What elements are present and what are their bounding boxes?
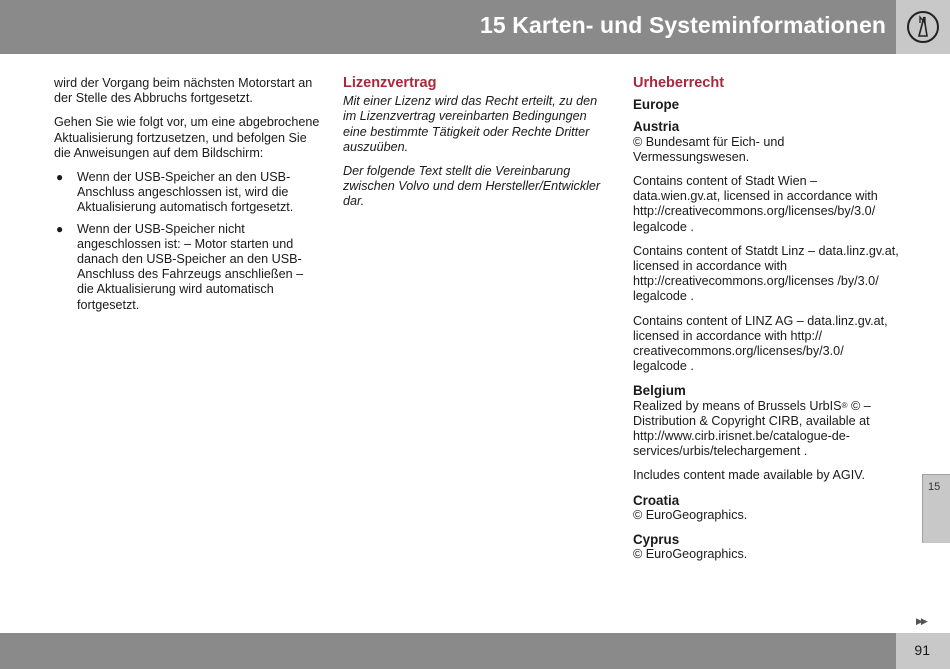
list-item bbox=[54, 222, 322, 313]
country-name: Cyprus bbox=[633, 532, 680, 548]
column-left bbox=[54, 76, 322, 319]
paragraph: wird der Vorgang beim nächsten Motorstart an der Stelle des Abbruchs fortgesetzt. bbox=[54, 76, 313, 106]
bullet-list bbox=[54, 170, 322, 313]
country-name: Croatia bbox=[633, 492, 680, 508]
list-item bbox=[54, 170, 322, 216]
chapter-number: 15 bbox=[928, 481, 941, 493]
page-number-box bbox=[896, 633, 950, 669]
paragraph: Contains content of Statdt Linz – data.linz.gv.at, licensed in accordance with http://creativecommons.org/licenses /by/3.0/ legalcode . bbox=[633, 243, 899, 304]
bullet-icon: ● bbox=[56, 221, 64, 236]
double-arrow-right-icon[interactable]: ▶▶ bbox=[916, 616, 926, 626]
section-heading: Lizenzvertrag bbox=[343, 75, 437, 91]
paragraph: © EuroGeographics. bbox=[633, 547, 748, 562]
paragraph: © Bundesamt für Eich- und Vermessungswesen. bbox=[633, 134, 785, 164]
paragraph: © EuroGeographics. bbox=[633, 507, 748, 522]
paragraph bbox=[633, 399, 901, 460]
list-item-text: Wenn der USB-Speicher an den USB-Anschluss angeschlossen ist, wird die Aktualisierung automatisch fortgesetzt. bbox=[77, 170, 294, 215]
paragraph: Contains content of Stadt Wien – data.wien.gv.at, licensed in accordance with http://creativecommons.org/licenses/by/3.0/ legalcode . bbox=[633, 174, 878, 234]
text-fragment: © – Distribution & Copyright CIRB, available at http://www.cirb.irisnet.be/catalogue-de-services/urbis/telechargement . bbox=[633, 398, 871, 459]
country-belgium bbox=[633, 383, 901, 483]
country-name: Belgium bbox=[633, 383, 686, 399]
page-number: 91 bbox=[914, 642, 930, 658]
text-fragment: Realized by means of Brussels UrbIS bbox=[633, 398, 842, 413]
country-austria bbox=[633, 119, 901, 374]
column-middle bbox=[343, 76, 608, 219]
paragraph: Includes content made available by AGIV. bbox=[633, 468, 865, 483]
column-right bbox=[633, 76, 901, 571]
country-cyprus bbox=[633, 532, 901, 562]
paragraph: Mit einer Lizenz wird das Recht erteilt, zu den im Lizenzvertrag vereinbarten Bedingungen eine bestimmte Tätigkeit oder Rechte Dritter auszuüben. bbox=[343, 94, 598, 154]
header-icon-box bbox=[896, 0, 950, 54]
paragraph: Der folgende Text stellt die Vereinbarung zwischen Volvo und dem Hersteller/Entwickler dar. bbox=[343, 164, 601, 209]
paragraph: Contains content of LINZ AG – data.linz.gv.at, licensed in accordance with http:// creativecommons.org/licenses/by/3.0/ legalcode . bbox=[633, 313, 888, 374]
page-header bbox=[0, 0, 896, 54]
region-heading: Europe bbox=[633, 97, 680, 113]
bullet-icon: ● bbox=[56, 170, 64, 185]
section-heading: Urheberrecht bbox=[633, 75, 725, 91]
country-croatia bbox=[633, 493, 901, 523]
paragraph: Gehen Sie wie folgt vor, um eine abgebrochene Aktualisierung fortzusetzen, und befolgen Sie die Anweisungen auf dem Bildschirm: bbox=[54, 115, 320, 160]
chapter-side-tab[interactable] bbox=[922, 474, 950, 543]
country-name: Austria bbox=[633, 119, 680, 135]
registered-mark: ® bbox=[841, 400, 848, 410]
page-footer bbox=[0, 633, 896, 669]
chapter-title: 15 Karten- und Systeminformationen bbox=[480, 12, 886, 38]
list-item-text: Wenn der USB-Speicher nicht angeschlossen ist: – Motor starten und danach den USB-Speicher an den USB-Anschluss des Fahrzeugs anschließen – die Aktualisierung wird automatisch fortgesetzt. bbox=[77, 221, 304, 312]
compass-north-icon bbox=[906, 10, 940, 44]
